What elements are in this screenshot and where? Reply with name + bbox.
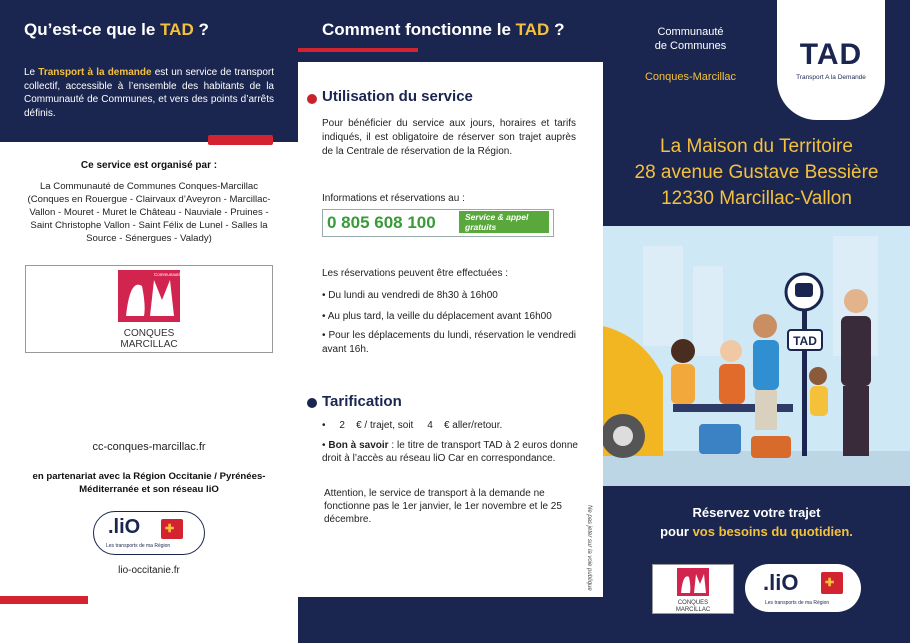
partner-text: en partenariat avec la Région Occitanie / Pyrénées-Méditerranée et son réseau liO: [32, 471, 266, 495]
middle-footer-band: [298, 597, 603, 643]
info-label: Informations et réservations au :: [322, 193, 465, 204]
svg-text:MARCILLAC: MARCILLAC: [675, 607, 711, 613]
lio-logo: .liO ✚ Les transports de ma Région: [93, 511, 205, 555]
reservation-label: Les réservations peuvent être effectuées :: [322, 268, 509, 279]
svg-text:CONQUES: CONQUES: [677, 600, 709, 606]
middle-red-line: [298, 48, 418, 52]
svg-text:MARCILLAC: MARCILLAC: [120, 339, 178, 350]
website-link[interactable]: cc-conques-marcillac.fr: [92, 441, 206, 453]
left-title: Qu’est-ce que le TAD ?: [24, 20, 209, 39]
organizer-members: La Communauté de Communes Conques-Marcillac (Conques en Rouergue - Clairvaux d’Aveyron - Marcillac-Vallon - Mouret - Muret le Château - Nauviale - Pruines - Saint Christophe Vallon - Saint Félix de Lunel - Salles la Source - Sénergues - Valady): [27, 181, 271, 244]
red-bullet-icon: [307, 94, 317, 104]
section-pricing-title: Tarification: [322, 393, 402, 410]
list-item: • Au plus tard, la veille du déplacement avant 16h00: [322, 311, 552, 322]
reserve-tagline: Réservez votre trajet pour vos besoins du quotidien.: [660, 505, 853, 539]
bus-icon: [795, 283, 813, 297]
red-accent-bar: [208, 135, 273, 145]
tad-logo: TAD: [799, 38, 863, 71]
attention-note: Attention, le service de transport à la demande ne fonctionne pas le 1er janvier, le 1er novembre et le 25 décembre.: [324, 488, 562, 525]
navy-bullet-icon: [307, 398, 317, 408]
svg-text:CONQUES: CONQUES: [123, 328, 175, 339]
price-line: • 2 € / trajet, soit 4 € aller/retour.: [322, 420, 503, 431]
litter-note: Ne pas jeter sur la voie publique: [586, 505, 592, 591]
conques-marcillac-logo: [25, 265, 273, 353]
free-call-badge: Service & appel gratuits: [459, 211, 549, 233]
red-accent-bottom: [0, 596, 88, 604]
organizer-title: Ce service est organisé par :: [80, 160, 218, 171]
lio-url[interactable]: lio-occitanie.fr: [118, 565, 180, 576]
svg-text:Communauté de Communes: Communauté de Communes: [154, 272, 212, 277]
phone-number[interactable]: 0 805 608 100: [327, 213, 436, 232]
list-item: • Pour les déplacements du lundi, réservation le vendredi avant 16h.: [322, 330, 576, 355]
section-usage-text: Pour bénéficier du service aux jours, horaires et tarifs indiqués, il est obligatoire de réserver son trajet auprès de la Centrale de réservation de la Région.: [322, 118, 576, 157]
community-label: Communauté de Communes: [654, 26, 727, 52]
left-intro-text: Le Transport à la demande est un service de transport collectif, accessible à l’ensemble des habitants de la Communauté de Communes, et vers des points d’arrêts définis.: [24, 67, 274, 119]
list-item: • Du lundi au vendredi de 8h30 à 16h00: [322, 290, 498, 301]
section-usage-title: Utilisation du service: [322, 88, 473, 105]
svg-text:TAD: TAD: [793, 334, 817, 348]
bus-stop-illustration: [603, 226, 910, 486]
occitanie-cross-icon: ✚: [165, 523, 175, 535]
middle-title: Comment fonctionne le TAD ?: [322, 20, 565, 39]
occitanie-cross-icon: ✚: [825, 577, 835, 589]
community-name: Conques-Marcillac: [644, 71, 737, 83]
tad-logo-subtitle: Transport A la Demande: [796, 74, 866, 81]
lio-logo-right: .liO ✚ Les transports de ma Région: [745, 564, 861, 612]
address: La Maison du Territoire 28 avenue Gustave Bessière 12330 Marcillac-Vallon: [634, 136, 879, 209]
conques-marcillac-logo-small: [652, 564, 734, 614]
good-to-know: • Bon à savoir : le titre de transport TAD à 2 euros donne droit à l’accès au réseau liO Car en correspondance.: [322, 440, 578, 464]
